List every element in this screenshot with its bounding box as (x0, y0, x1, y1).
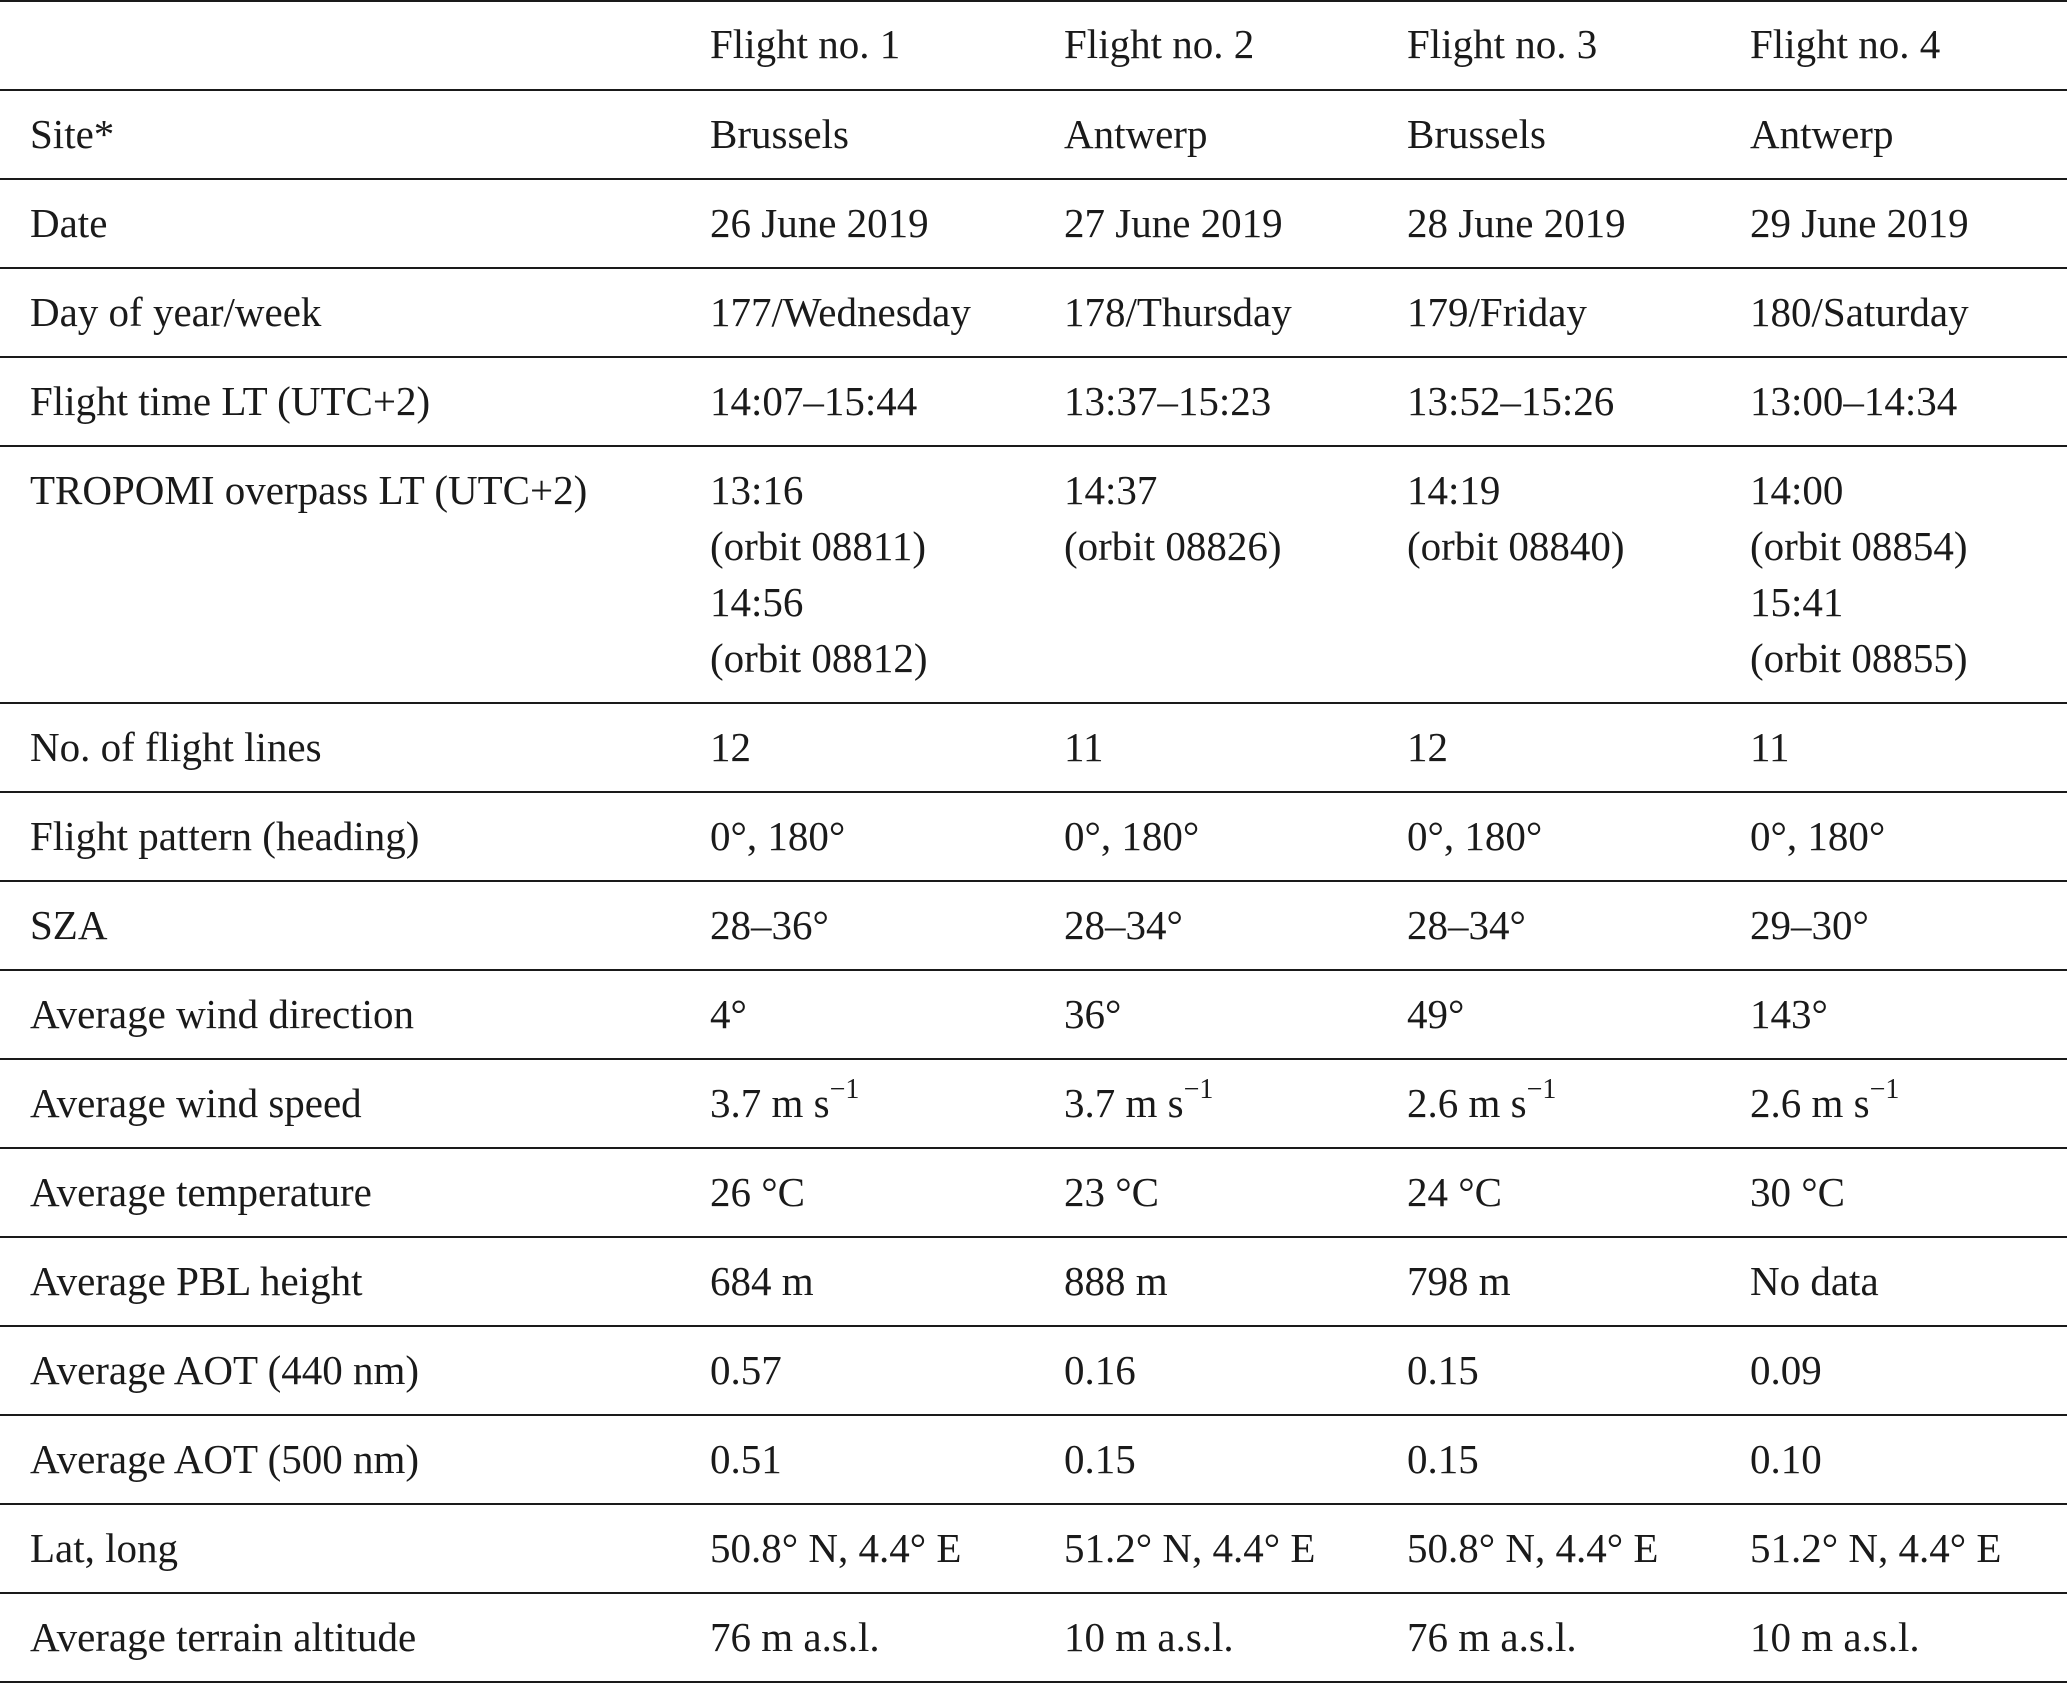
table-cell (1407, 1504, 1750, 1593)
cell-text: 0°, 180° (1750, 813, 1886, 859)
cell-text: Brussels (1407, 111, 1546, 157)
header-cell-flight-4: Flight no. 4 (1750, 1, 2067, 90)
cell-text: 0.15 (1064, 1436, 1136, 1482)
cell-text: (orbit 08826) (1064, 523, 1282, 569)
cell-text: 50.8° N, 4.4° E (710, 1525, 962, 1571)
cell-text: 24 °C (1407, 1169, 1502, 1215)
table-cell (710, 446, 1064, 703)
row-label: Average PBL height (0, 1237, 710, 1326)
row-label: Average wind speed (0, 1059, 710, 1148)
table-cell (1750, 179, 2067, 268)
cell-text: (orbit 08840) (1407, 523, 1625, 569)
cell-text: 12 (1407, 724, 1448, 770)
cell-text: 26 June 2019 (710, 200, 929, 246)
table-cell (1407, 90, 1750, 179)
cell-text: 29–30° (1750, 902, 1869, 948)
row-label: No. of flight lines (0, 703, 710, 792)
table-cell (1407, 1415, 1750, 1504)
table-row (0, 703, 2067, 792)
table-cell (1064, 446, 1407, 703)
table-cell (1750, 1148, 2067, 1237)
row-label: Flight time LT (UTC+2) (0, 357, 710, 446)
table-row (0, 792, 2067, 881)
cell-text: 50.8° N, 4.4° E (1407, 1525, 1659, 1571)
table-cell (1407, 1237, 1750, 1326)
cell-text: 3.7 m $s^{-1}$ (1064, 1074, 1214, 1126)
table-cell (1407, 1593, 1750, 1682)
cell-text: 177/Wednesday (710, 289, 971, 335)
table-cell (1064, 1059, 1407, 1148)
cell-text: (orbit 08811) (710, 523, 926, 569)
table-cell (1750, 792, 2067, 881)
cell-text: 51.2° N, 4.4° E (1064, 1525, 1316, 1571)
table-cell (1407, 970, 1750, 1059)
cell-text: 28–34° (1064, 902, 1183, 948)
cell-text: 28–36° (710, 902, 829, 948)
row-label: Average terrain altitude (0, 1593, 710, 1682)
table-header (0, 1, 2067, 90)
cell-text: 76 m a.s.l. (1407, 1614, 1577, 1660)
cell-text: 179/Friday (1407, 289, 1587, 335)
table-cell (710, 1415, 1064, 1504)
table-row (0, 90, 2067, 179)
table-cell (710, 1504, 1064, 1593)
table-cell (710, 268, 1064, 357)
table-row (0, 1504, 2067, 1593)
table-cell (1750, 90, 2067, 179)
cell-text: 10 m a.s.l. (1064, 1614, 1234, 1660)
table-row (0, 970, 2067, 1059)
cell-text: 684 m (710, 1258, 814, 1304)
table-cell (1750, 703, 2067, 792)
cell-text: 14:00 (1750, 467, 1844, 513)
row-label: Average AOT (440 nm) (0, 1326, 710, 1415)
cell-text: 0°, 180° (710, 813, 846, 859)
cell-text: 13:00–14:34 (1750, 378, 1958, 424)
cell-text: 14:19 (1407, 467, 1501, 513)
table-cell (1064, 1148, 1407, 1237)
header-cell-flight-1: Flight no. 1 (710, 1, 1064, 90)
cell-text: 12 (710, 724, 751, 770)
table-cell (1064, 970, 1407, 1059)
cell-text: 49° (1407, 991, 1465, 1037)
cell-text: 0.16 (1064, 1347, 1136, 1393)
cell-text: Antwerp (1064, 111, 1208, 157)
cell-text: 30 °C (1750, 1169, 1845, 1215)
table-cell (1750, 357, 2067, 446)
cell-text: 76 m a.s.l. (710, 1614, 880, 1660)
row-label: Average wind direction (0, 970, 710, 1059)
cell-text: 888 m (1064, 1258, 1168, 1304)
cell-text: 0.10 (1750, 1436, 1822, 1482)
table-row (0, 357, 2067, 446)
cell-text: 14:56 (710, 579, 804, 625)
cell-text: 51.2° N, 4.4° E (1750, 1525, 2002, 1571)
table-cell (1750, 1504, 2067, 1593)
table-cell (1407, 1326, 1750, 1415)
cell-text: 10 m a.s.l. (1750, 1614, 1920, 1660)
table-cell (1064, 357, 1407, 446)
cell-text: 2.6 m $s^{-1}$ (1407, 1074, 1557, 1126)
table-cell (1064, 90, 1407, 179)
cell-text: Antwerp (1750, 111, 1894, 157)
header-cell-flight-2: Flight no. 2 (1064, 1, 1407, 90)
table-cell (710, 970, 1064, 1059)
cell-text: 143° (1750, 991, 1828, 1037)
table-row (0, 1593, 2067, 1682)
table-cell (710, 792, 1064, 881)
table-cell (1750, 1326, 2067, 1415)
table-cell (1750, 268, 2067, 357)
table-cell (1407, 1148, 1750, 1237)
cell-text: 2.6 m $s^{-1}$ (1750, 1074, 1900, 1126)
table-row (0, 268, 2067, 357)
table-row (0, 1059, 2067, 1148)
cell-text: 15:41 (1750, 579, 1844, 625)
table-cell (1407, 179, 1750, 268)
table-cell (1750, 970, 2067, 1059)
header-cell-empty (0, 1, 710, 90)
table-cell (710, 90, 1064, 179)
table-cell (1750, 1059, 2067, 1148)
cell-text: 28–34° (1407, 902, 1526, 948)
cell-text: 0°, 180° (1064, 813, 1200, 859)
table-cell (1064, 1504, 1407, 1593)
table-row (0, 446, 2067, 703)
table-row (0, 1148, 2067, 1237)
cell-text: 14:07–15:44 (710, 378, 918, 424)
table-cell (710, 1148, 1064, 1237)
cell-text: Brussels (710, 111, 849, 157)
cell-text: 36° (1064, 991, 1122, 1037)
cell-text: 0°, 180° (1407, 813, 1543, 859)
table-cell (1064, 1326, 1407, 1415)
table-cell (1407, 446, 1750, 703)
cell-text: 178/Thursday (1064, 289, 1292, 335)
cell-text: No data (1750, 1258, 1879, 1304)
cell-text: 13:52–15:26 (1407, 378, 1615, 424)
cell-text: 0.09 (1750, 1347, 1822, 1393)
cell-text: (orbit 08854) (1750, 523, 1968, 569)
table-cell (1064, 179, 1407, 268)
table-cell (710, 881, 1064, 970)
table-row (0, 179, 2067, 268)
cell-text: 0.57 (710, 1347, 782, 1393)
cell-text: 28 June 2019 (1407, 200, 1626, 246)
table-cell (710, 1059, 1064, 1148)
header-cell-flight-3: Flight no. 3 (1407, 1, 1750, 90)
cell-text: 29 June 2019 (1750, 200, 1969, 246)
row-label: Site* (0, 90, 710, 179)
cell-text: 0.15 (1407, 1436, 1479, 1482)
table-cell (1407, 268, 1750, 357)
row-label: Date (0, 179, 710, 268)
cell-text: 13:37–15:23 (1064, 378, 1272, 424)
row-label: Lat, long (0, 1504, 710, 1593)
row-label: Average temperature (0, 1148, 710, 1237)
table-cell (710, 1326, 1064, 1415)
table-cell (1064, 881, 1407, 970)
table-cell (1064, 1237, 1407, 1326)
cell-text: 0.51 (710, 1436, 782, 1482)
cell-text: 180/Saturday (1750, 289, 1969, 335)
table-cell (1750, 1593, 2067, 1682)
table-cell (710, 703, 1064, 792)
table-cell (710, 357, 1064, 446)
cell-text: 14:37 (1064, 467, 1158, 513)
cell-text: 11 (1750, 724, 1790, 770)
cell-text: (orbit 08812) (710, 635, 928, 681)
row-label: Average AOT (500 nm) (0, 1415, 710, 1504)
table-cell (1407, 357, 1750, 446)
cell-text: 0.15 (1407, 1347, 1479, 1393)
table-cell (1750, 1237, 2067, 1326)
table-cell (1064, 1593, 1407, 1682)
row-label: SZA (0, 881, 710, 970)
row-label: Day of year/week (0, 268, 710, 357)
table-row (0, 1326, 2067, 1415)
table-cell (1407, 1059, 1750, 1148)
cell-text: 26 °C (710, 1169, 805, 1215)
cell-text: 798 m (1407, 1258, 1511, 1304)
table-cell (1407, 881, 1750, 970)
table-row (0, 881, 2067, 970)
cell-text: (orbit 08855) (1750, 635, 1968, 681)
table-cell (1064, 703, 1407, 792)
table-row (0, 1415, 2067, 1504)
table-row (0, 1237, 2067, 1326)
table-cell (1064, 1415, 1407, 1504)
table-cell (1750, 881, 2067, 970)
cell-text: 4° (710, 991, 747, 1037)
table-cell (1407, 703, 1750, 792)
table-cell (1064, 268, 1407, 357)
table-cell (1750, 446, 2067, 703)
row-label: Flight pattern (heading) (0, 792, 710, 881)
table-cell (1750, 1415, 2067, 1504)
header-row (0, 1, 2067, 90)
table-cell (710, 179, 1064, 268)
cell-text: 13:16 (710, 467, 804, 513)
cell-text: 23 °C (1064, 1169, 1159, 1215)
table-cell (710, 1593, 1064, 1682)
table-cell (1407, 792, 1750, 881)
cell-text: 11 (1064, 724, 1104, 770)
table-cell (710, 1237, 1064, 1326)
table-body (0, 90, 2067, 1682)
table-cell (1064, 792, 1407, 881)
row-label: TROPOMI overpass LT (UTC+2) (0, 446, 710, 703)
cell-text: 27 June 2019 (1064, 200, 1283, 246)
cell-text: 3.7 m $s^{-1}$ (710, 1074, 860, 1126)
